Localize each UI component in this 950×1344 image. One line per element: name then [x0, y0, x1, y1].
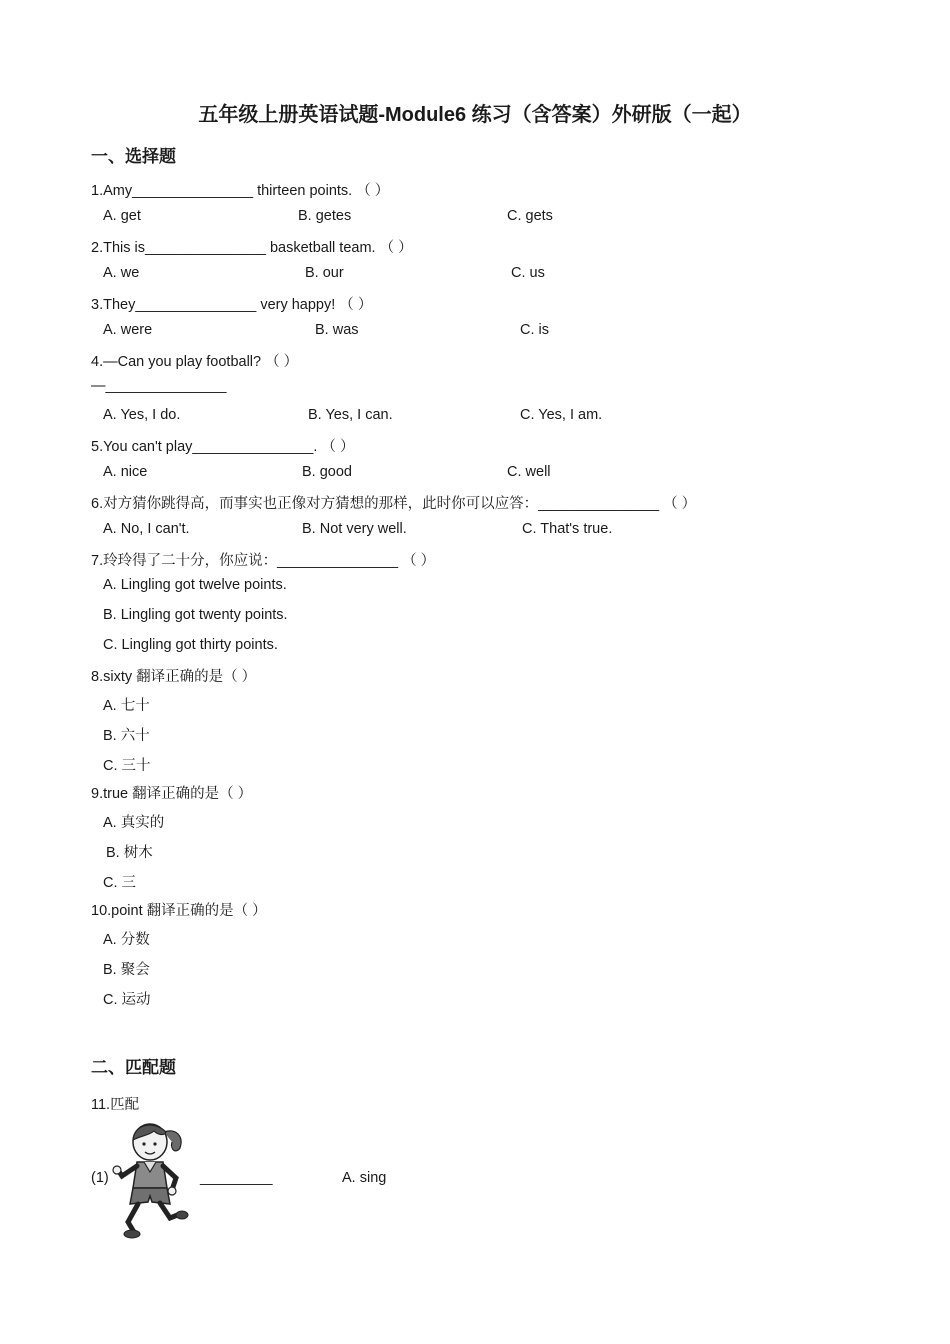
- question-1-option-c: C. gets: [507, 208, 553, 224]
- question-7-option-a: A. Lingling got twelve points.: [103, 577, 287, 593]
- question-8-option-c: C. 三十: [103, 758, 151, 774]
- question-3-option-b: B. was: [315, 322, 359, 338]
- question-11-stem: 11.匹配: [91, 1097, 140, 1113]
- question-1-stem: 1.Amy_______________ thirteen points. （ ）: [91, 183, 390, 199]
- question-4-option-a: A. Yes, I do.: [103, 407, 181, 423]
- question-10-stem: 10.point 翻译正确的是（ ）: [91, 903, 267, 919]
- question-3-option-c: C. is: [520, 322, 549, 338]
- section-heading-choice: 一、选择题: [91, 147, 176, 166]
- question-4-stem: 4.—Can you play football? （ ）: [91, 354, 299, 370]
- question-11-answer-blank: _________: [200, 1170, 273, 1186]
- section-heading-matching: 二、匹配题: [91, 1058, 176, 1077]
- question-2-option-b: B. our: [305, 265, 344, 281]
- question-6-option-b: B. Not very well.: [302, 521, 407, 537]
- question-2-option-c: C. us: [511, 265, 545, 281]
- question-3-stem: 3.They_______________ very happy! （ ）: [91, 297, 373, 313]
- question-10-option-a: A. 分数: [103, 932, 150, 948]
- question-2-stem: 2.This is_______________ basketball team. （ ）: [91, 240, 413, 256]
- question-1-option-a: A. get: [103, 208, 141, 224]
- question-6-stem: 6.对方猜你跳得高，而事实也正像对方猜想的那样，此时你可以应答：_______________ （ ）: [91, 496, 697, 512]
- question-10-option-c: C. 运动: [103, 992, 151, 1008]
- question-7-stem: 7.玲玲得了二十分，你应说：_______________ （ ）: [91, 553, 436, 569]
- question-7-option-c: C. Lingling got thirty points.: [103, 637, 278, 653]
- question-5-option-a: A. nice: [103, 464, 148, 480]
- question-11-item-number: (1): [91, 1170, 109, 1186]
- question-7-option-b: B. Lingling got twenty points.: [103, 607, 288, 623]
- question-8-option-b: B. 六十: [103, 728, 150, 744]
- running-girl-illustration: [110, 1118, 190, 1240]
- question-6-option-a: A. No, I can't.: [103, 521, 190, 537]
- question-4-option-c: C. Yes, I am.: [520, 407, 603, 423]
- question-9-option-b: B. 树木: [106, 845, 153, 861]
- question-8-stem: 8.sixty 翻译正确的是（ ）: [91, 669, 257, 685]
- question-8-option-a: A. 七十: [103, 698, 150, 714]
- question-4-option-b: B. Yes, I can.: [308, 407, 393, 423]
- question-9-option-c: C. 三: [103, 875, 137, 891]
- question-9-stem: 9.true 翻译正确的是（ ）: [91, 786, 253, 802]
- question-4-answer-blank: —_______________: [91, 378, 227, 394]
- question-10-option-b: B. 聚会: [103, 962, 150, 978]
- question-2-option-a: A. we: [103, 265, 140, 281]
- question-5-option-b: B. good: [302, 464, 352, 480]
- question-1-option-b: B. getes: [298, 208, 352, 224]
- page-title: 五年级上册英语试题-Module6 练习（含答案）外研版（一起）: [198, 104, 752, 126]
- question-6-option-c: C. That's true.: [522, 521, 613, 537]
- question-5-stem: 5.You can't play_______________. （ ）: [91, 439, 355, 455]
- question-9-option-a: A. 真实的: [103, 815, 165, 831]
- question-5-option-c: C. well: [507, 464, 551, 480]
- question-3-option-a: A. were: [103, 322, 153, 338]
- question-11-option-a: A. sing: [342, 1170, 387, 1186]
